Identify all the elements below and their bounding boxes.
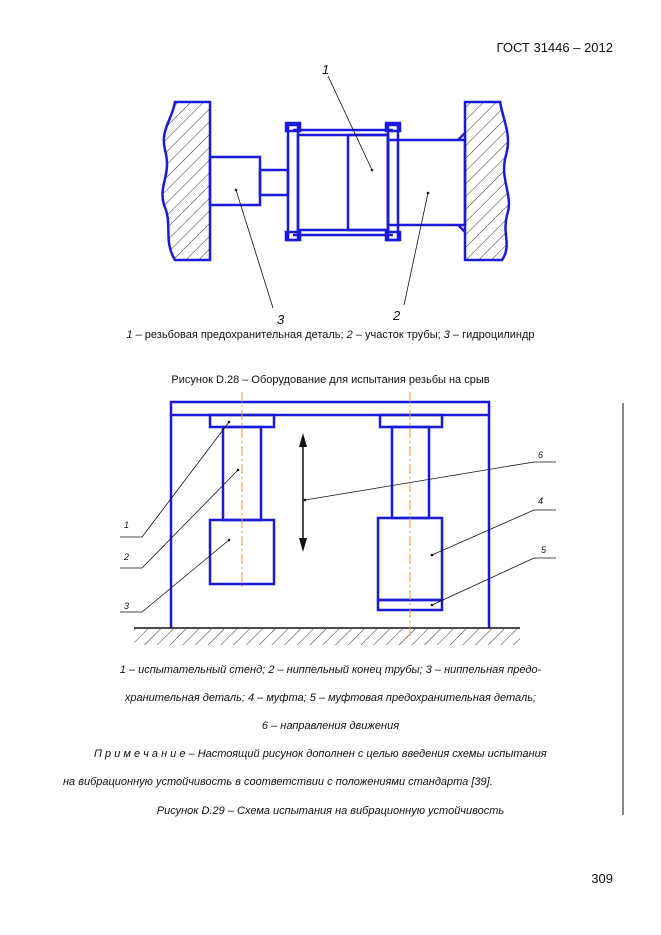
right-wall — [465, 102, 509, 260]
d29-label-5: 5 — [541, 545, 547, 555]
flange-right — [388, 125, 398, 240]
ground — [134, 628, 520, 645]
flange-left — [288, 125, 298, 240]
d28-caption: Рисунок D.28 – Оборудование для испытания резьбы на срыв — [171, 374, 490, 386]
motion-arrow — [299, 433, 307, 552]
d29-note-line1: П р и м е ч а н и е – Настоящий рисунок дополнен с целью введения схемы испытания — [94, 748, 547, 760]
d29-legend-line2: хранительная деталь; 4 – муфта; 5 – муфтовая предохранительная деталь; — [124, 692, 537, 704]
left-block — [210, 157, 260, 205]
d29-legend-line3: 6 – направления движения — [261, 720, 400, 732]
d28-label-3: 3 — [277, 312, 285, 327]
figure-d28-drawing — [162, 102, 508, 260]
standard-header: ГОСТ 31446 – 2012 — [496, 40, 613, 55]
d28-label-1: 1 — [322, 62, 330, 77]
rod — [260, 170, 288, 195]
cylinder-body — [298, 135, 388, 230]
d29-legend-line1: 1 – испытательный стенд; 2 – ниппельный конец трубы; 3 – ниппельная предо- — [119, 664, 542, 676]
d29-caption: Рисунок D.29 – Схема испытания на вибрационную устойчивость — [156, 805, 505, 817]
d29-label-4: 4 — [538, 496, 544, 506]
figure-d29-leaders — [120, 422, 556, 612]
stand-top-beam — [171, 402, 489, 415]
d28-label-2: 2 — [393, 308, 401, 323]
centre-lines — [242, 392, 410, 640]
pipe-section — [388, 140, 465, 225]
protective-part — [348, 135, 388, 230]
d29-note-line2: на вибрационную устойчивость в соответствии с положениями стандарта [39]. — [63, 776, 493, 788]
d29-label-2: 2 — [124, 552, 130, 562]
left-wall — [162, 102, 210, 260]
d29-label-6: 6 — [538, 450, 544, 460]
d29-label-1: 1 — [124, 520, 130, 530]
d29-label-3: 3 — [124, 601, 130, 611]
d28-legend: 1 – резьбовая предохранительная деталь; 2 – участок трубы; 3 – гидроцилиндр — [126, 329, 535, 341]
page-number: 309 — [591, 871, 613, 886]
